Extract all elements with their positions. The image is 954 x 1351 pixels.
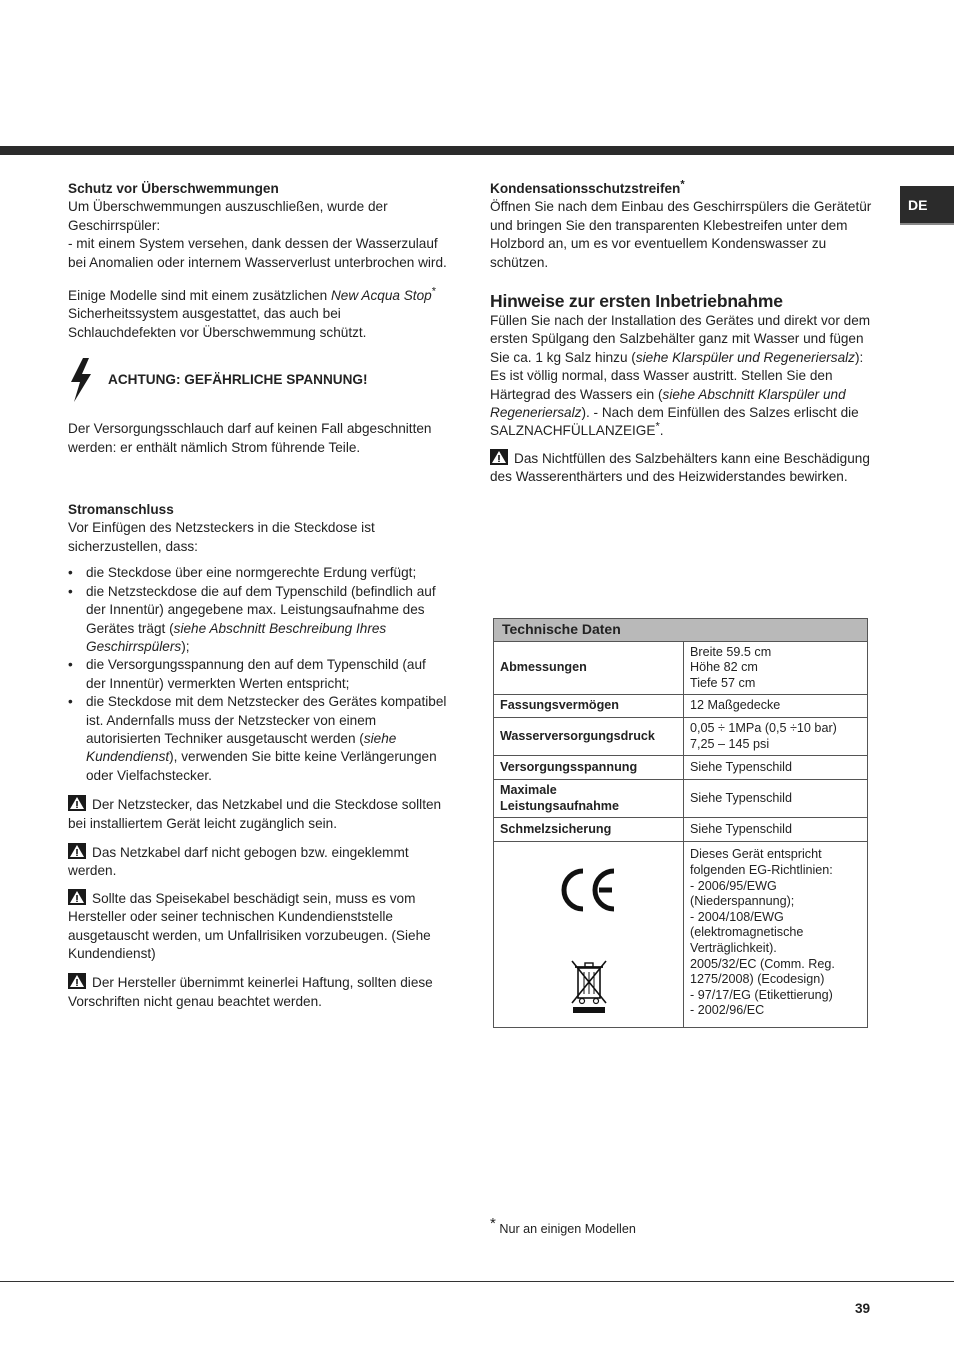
- footnote-text: Nur an einigen Modellen: [495, 1222, 636, 1236]
- top-rule: [0, 146, 954, 155]
- language-tab: DE: [900, 186, 954, 223]
- value-line: 7,25 – 145 psi: [690, 736, 770, 751]
- page-number: 39: [855, 1301, 871, 1316]
- danger-label: ACHTUNG: GEFÄHRLICHE SPANNUNG!: [108, 372, 368, 388]
- ce-line: 2005/32/EC (Comm. Reg. 1275/2008) (Ecodesign): [690, 956, 835, 987]
- power-checklist: [68, 564, 448, 785]
- power-title: Stromanschluss: [68, 502, 174, 518]
- row-value: [684, 641, 868, 695]
- compliance-text: [684, 842, 868, 1028]
- first-pre: Füllen Sie nach der Installation des Gerätes und direkt vor dem ersten Spülgang den Salzbehälter ganz mit Wasser und fügen Sie ca. 1 kg Salz hinzu (: [490, 313, 871, 365]
- list-item: • die Steckdose über eine normgerechte Erdung verfügt;: [86, 564, 448, 582]
- bullet2-pre: die Netzsteckdose die auf dem Typenschild (befindlich auf der Innentür) angegebene max. Leistungsaufnahme des Gerätes trägt (: [86, 583, 436, 636]
- footnote: [490, 1214, 636, 1236]
- row-value: [684, 717, 868, 755]
- power-intro: Vor Einfügen des Netzsteckers in die Steckdose ist sicherzustellen, dass:: [68, 520, 375, 554]
- table-row: [494, 717, 868, 755]
- warning-icon: [68, 889, 86, 905]
- technical-data-table: [493, 618, 868, 1028]
- acqua-post: Sicherheitssystem ausgestattet, das auch bei Schlauchdefekten vor Überschwemmung schützt.: [68, 306, 367, 340]
- table-row: [494, 695, 868, 718]
- danger-text: Der Versorgungsschlauch darf auf keinen Fall abgeschnitten werden: er enthält nämlich Strom führende Teile.: [68, 421, 432, 455]
- row-key: Versorgungsspannung: [494, 756, 684, 780]
- right-column: [490, 180, 873, 487]
- value-line: 0,05 ÷ 1MPa (0,5 ÷10 bar): [690, 720, 837, 735]
- footnote-star: *: [490, 1214, 496, 1232]
- warning-4-text: Der Hersteller übernimmt keinerlei Haftung, sollten diese Vorschriften nicht genau beachtet werden.: [68, 975, 433, 1009]
- condensation-title-text: Kondensationsschutzstreifen: [490, 181, 681, 196]
- bottom-rule: [0, 1281, 954, 1282]
- bullet4-italic: siehe Kundendienst: [86, 730, 397, 765]
- compliance-marks: [494, 842, 684, 1028]
- ce-line: - 2004/108/EWG (elektromagnetische Verträglichkeit).: [690, 909, 804, 955]
- warning-2: [68, 843, 448, 881]
- warning-icon: [68, 843, 86, 859]
- acqua-pre: Einige Modelle sind mit einem zusätzlichen: [68, 288, 331, 304]
- bullet2-post: );: [181, 638, 190, 654]
- table-row: [494, 780, 868, 818]
- first-star: *: [655, 420, 660, 433]
- warning-icon: [68, 973, 86, 989]
- warning-1: [68, 795, 448, 833]
- first-use-text: [490, 312, 873, 441]
- condensation-star: *: [680, 178, 685, 191]
- row-value: Siehe Typenschild: [684, 756, 868, 780]
- table-row: [494, 818, 868, 842]
- salt-warning: [490, 449, 873, 487]
- first-italic-2: siehe Abschnitt Klarspüler und Regeneriersalz: [490, 386, 846, 421]
- first-italic-1: siehe Klarspüler und Regeneriersalz: [635, 349, 855, 365]
- flood-text: Um Überschwemmungen auszuschließen, wurde der Geschirrspüler:: [68, 199, 388, 233]
- ce-mark-icon: [559, 866, 619, 914]
- warning-4: [68, 973, 448, 1011]
- table-title: Technische Daten: [494, 619, 868, 642]
- ce-line: - 97/17/EG (Etikettierung): [690, 987, 833, 1002]
- flood-title: Schutz vor Überschwemmungen: [68, 181, 279, 196]
- table-row-compliance: [494, 842, 868, 1028]
- row-value: Siehe Typenschild: [684, 780, 868, 818]
- bullet4-post: ), verwenden Sie bitte keine Verlängerungen oder Vielfachstecker.: [86, 749, 437, 783]
- row-key: Fassungsvermögen: [494, 695, 684, 718]
- first-use-title: Hinweise zur ersten Inbetriebnahme: [490, 291, 783, 312]
- acqua-stop-paragraph: [68, 287, 448, 342]
- warning-3: [68, 889, 448, 964]
- table-row: [494, 756, 868, 780]
- acqua-star: *: [431, 285, 436, 298]
- row-key: Abmessungen: [494, 641, 684, 695]
- ce-line: Dieses Gerät entspricht folgenden EG-Richtlinien:: [690, 847, 833, 877]
- value-line: Tiefe 57 cm: [690, 675, 756, 690]
- row-value: Siehe Typenschild: [684, 818, 868, 842]
- bullet4-pre: die Steckdose mit dem Netzstecker des Gerätes kompatibel ist. Andernfalls muss der Netzstecker von einem autorisierten Techniker ausgetauscht werden (: [86, 694, 447, 746]
- table-row: [494, 641, 868, 695]
- condensation-title: [490, 180, 873, 198]
- language-tab-underline: [900, 223, 954, 225]
- left-column: [68, 180, 448, 1011]
- warning-3-text: Sollte das Speisekabel beschädigt sein, muss es vom Hersteller oder seiner technischen Kundendienststelle ausgetauscht werden, um Unfallrisiken vorzubeugen. (Siehe Kundendienst): [68, 890, 431, 961]
- ce-line: - 2002/96/EC: [690, 1003, 765, 1018]
- flood-text-2: - mit einem System versehen, dank dessen der Wasserzulauf bei Anomalien oder internem Wasserverlust unterbrochen wird.: [68, 236, 447, 270]
- danger-heading: [68, 358, 448, 402]
- condensation-text: Öffnen Sie nach dem Einbau des Geschirrspülers die Gerätetür und bringen Sie den transparenten Klebestreifen unter dem Holzbord an, um es vor eventuellem Kondenswasser zu schützen.: [490, 199, 872, 270]
- table-header-row: [494, 619, 868, 642]
- value-line: Höhe 82 cm: [690, 660, 758, 675]
- list-item: [86, 693, 448, 785]
- row-key: Schmelzsicherung: [494, 818, 684, 842]
- first-post: ). - Nach dem Einfüllen des Salzes erlischt die SALZNACHFÜLLANZEIGE: [490, 405, 859, 439]
- ce-line: - 2006/95/EWG (Niederspannung);: [690, 878, 795, 909]
- row-key: Maximale Leistungsaufnahme: [494, 780, 684, 818]
- list-item: [86, 583, 448, 657]
- lightning-icon: [68, 358, 94, 402]
- row-value: 12 Maßgedecke: [684, 695, 868, 718]
- warning-2-text: Das Netzkabel darf nicht gebogen bzw. eingeklemmt werden.: [68, 844, 409, 879]
- row-key: Wasserversorgungsdruck: [494, 717, 684, 755]
- warning-icon: [490, 449, 508, 465]
- bullet2-italic: siehe Abschnitt Beschreibung Ihres Geschirrspülers: [86, 620, 387, 654]
- warning-icon: [68, 795, 86, 811]
- acqua-italic: New Acqua Stop: [330, 288, 432, 304]
- warning-1-text: Der Netzstecker, das Netzkabel und die Steckdose sollten bei installiertem Gerät leicht zugänglich sein.: [68, 797, 442, 831]
- salt-warning-text: Das Nichtfüllen des Salzbehälters kann eine Beschädigung des Wasserenthärters und des Heizwiderstandes bewirken.: [490, 450, 870, 485]
- list-item: • die Versorgungsspannung den auf dem Typenschild (auf der Innentür) vermerkten Werten entspricht;: [86, 656, 448, 693]
- first-mid: ): Es ist völlig normal, dass Wasser austritt. Stellen Sie den Härtegrad des Wassers ein (: [490, 349, 864, 402]
- weee-bin-icon: [569, 958, 609, 1014]
- value-line: Breite 59.5 cm: [690, 644, 772, 659]
- first-end: .: [659, 423, 664, 439]
